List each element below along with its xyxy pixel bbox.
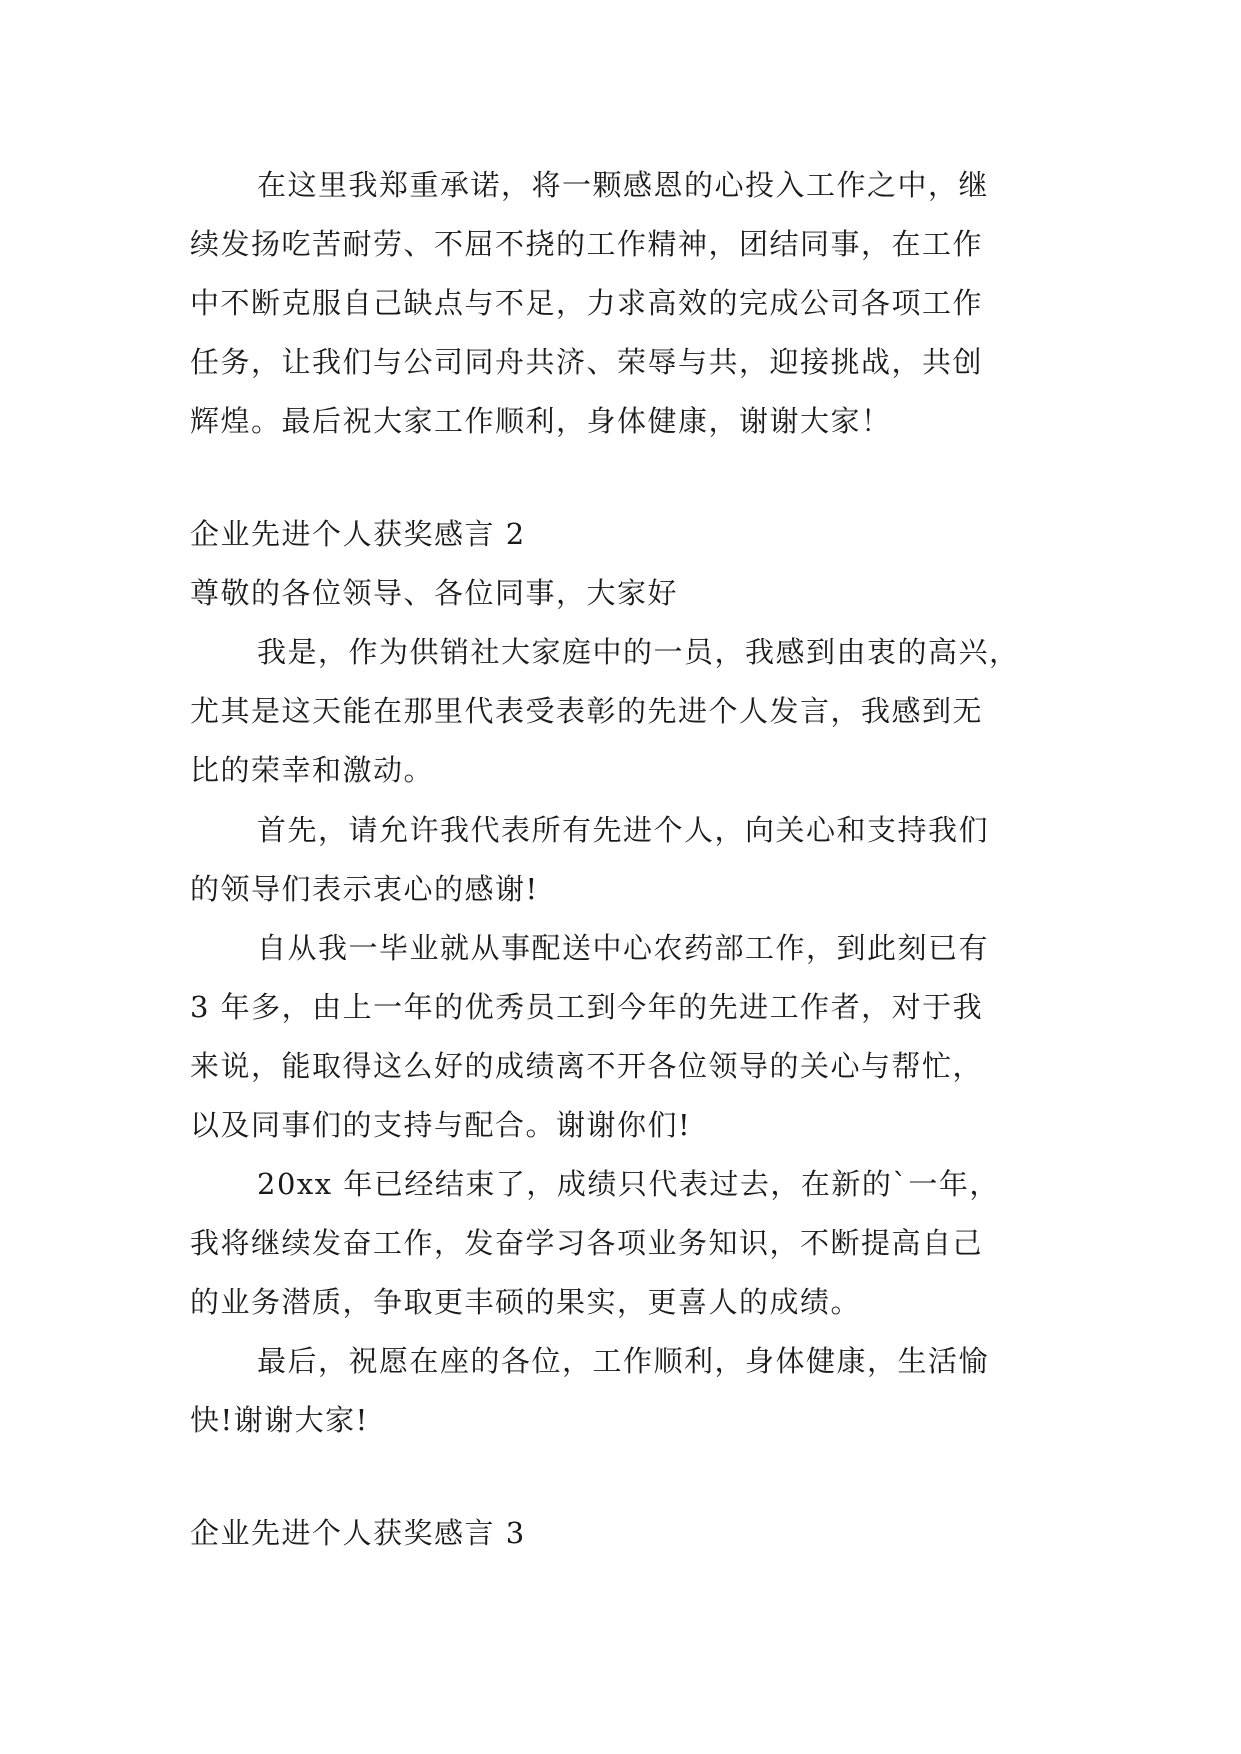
paragraph-line: 以及同事们的支持与配合。谢谢你们! xyxy=(190,1108,692,1142)
salutation-line: 尊敬的各位领导、各位同事，大家好 xyxy=(190,576,679,610)
paragraph-line: 比的荣幸和激动。 xyxy=(190,753,435,787)
paragraph-line: 我将继续发奋工作，发奋学习各项业务知识，不断提高自己 xyxy=(190,1226,984,1260)
paragraph-line: 的领导们表示衷心的感谢! xyxy=(190,872,539,906)
paragraph-line: 我是，作为供销社大家庭中的一员，我感到由衷的高兴， xyxy=(257,635,1020,669)
paragraph-line: 首先，请允许我代表所有先进个人，向关心和支持我们 xyxy=(257,813,990,847)
section-heading: 企业先进个人获奖感言 2 xyxy=(190,517,526,551)
paragraph-line: 尤其是这天能在那里代表受表彰的先进个人发言，我感到无 xyxy=(190,694,984,728)
paragraph-line: 辉煌。最后祝大家工作顺利，身体健康，谢谢大家！ xyxy=(190,404,892,438)
paragraph-line: 3 年多，由上一年的优秀员工到今年的先进工作者，对于我 xyxy=(190,990,984,1024)
paragraph-line: 快!谢谢大家! xyxy=(190,1403,369,1437)
paragraph-line: 在这里我郑重承诺，将一颗感恩的心投入工作之中，继 xyxy=(257,168,990,202)
paragraph-line: 最后，祝愿在座的各位，工作顺利，身体健康，生活愉 xyxy=(257,1344,990,1378)
section-heading: 企业先进个人获奖感言 3 xyxy=(190,1516,526,1550)
paragraph-line: 20xx 年已经结束了，成绩只代表过去，在新的`一年， xyxy=(257,1167,1000,1201)
paragraph-line: 的业务潜质，争取更丰硕的果实，更喜人的成绩。 xyxy=(190,1285,862,1319)
paragraph-line: 中不断克服自己缺点与不足，力求高效的完成公司各项工作 xyxy=(190,286,984,320)
paragraph-line: 续发扬吃苦耐劳、不屈不挠的工作精神，团结同事，在工作 xyxy=(190,227,984,261)
paragraph-line: 任务，让我们与公司同舟共济、荣辱与共，迎接挑战，共创 xyxy=(190,345,984,379)
paragraph-line: 来说，能取得这么好的成绩离不开各位领导的关心与帮忙， xyxy=(190,1049,984,1083)
paragraph-line: 自从我一毕业就从事配送中心农药部工作，到此刻已有 xyxy=(257,931,990,965)
